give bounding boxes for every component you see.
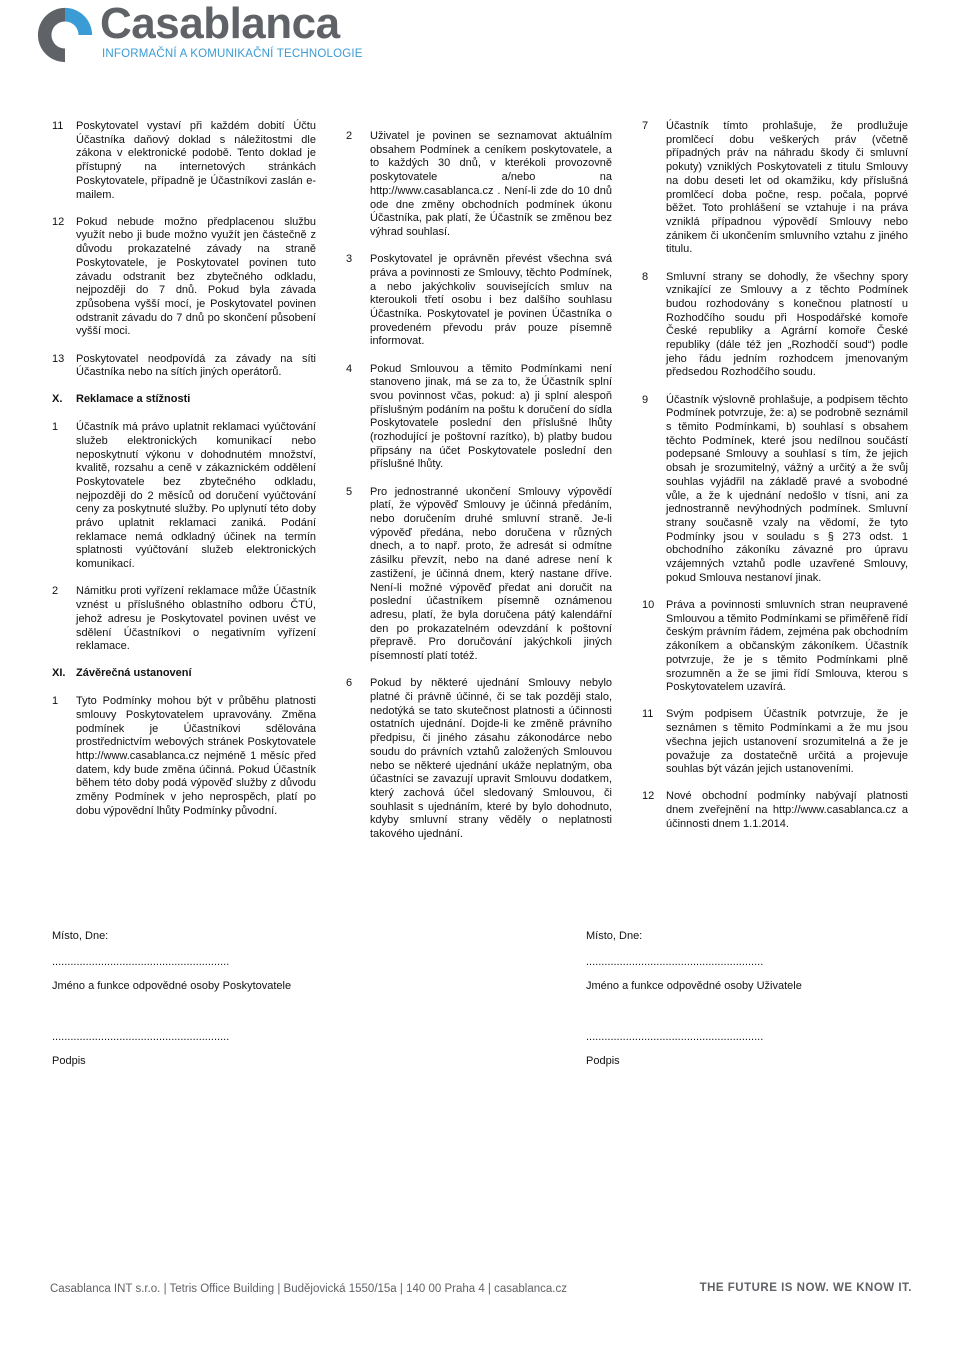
clause-number: 12 [52,215,65,228]
clause-number: 3 [346,253,353,266]
clause-text: Poskytovatel vystaví při každém dobití Účtu Účastníka daňový doklad s náležitostmi dle zákona v elektronické podobě. Tento doklad je přístupný na internetových stránkách Poskytovatele, případně je Účastníkovi zaslán e-mailem. [76,120,316,201]
clause-item [346,486,612,664]
clause-number: 4 [346,362,353,375]
clause-number: 1 [52,421,59,434]
clause-item [642,599,908,695]
clause-item [642,708,908,777]
clause-item [52,120,316,202]
clause-number: 11 [52,120,64,132]
clause-text: Poskytovatel je oprávněn převést všechna svá práva a povinnosti ze Smlouvy, těchto Podmínek, a nebo jakýchkoliv souvisejících smluv na kteroukoli třetí osobu i bez dalšího souhlasu Účastníka. Poskytovatel je povinen Účastníka o provedeném převodu práv pouze písemně informovat. [370,253,612,348]
signature-label: Podpis [586,1055,620,1067]
clause-text: Účastník má právo uplatnit reklamaci vyúčtování služeb elektronických komunikací nebo neposkytnutí výkonu v dohodnutém množství, kvalitě, rozsahu a ceně v zákaznickém oddělení Poskytovatele bez zbytečného odkladu, nejpozději do 2 měsíců od doručení vyúčtování ceny za poskytnuté služby. Po uplynutí této doby právo uplatnit reklamaci zaniká. Podání reklamace nemá odkladný účinek na termín splatnosti vyúčtování služeb elektronických komunikací. [76,421,316,571]
responsible-person-label: Jméno a funkce odpovědné osoby Poskytovatele [52,980,292,992]
clause-text: Svým podpisem Účastník potvrzuje, že je seznámen s těmito Podmínkami a že mu jsou všechna jejich ustanovení srozumitelná a že je považuje za dostatečně určitá a projevuje souhlas být vázán jejich ustanoveními. [666,708,908,776]
clause-text: Pro jednostranné ukončení Smlouvy výpovědí platí, že výpověď Smlouvy je účinná předáním, nebo doručením druhé smluvní straně. Je-li výpověď předána, nebo doručena v různých dnech, a to např. proto, že adresát si odmítne zásilku převzít, nebo na dané adrese není k zastižení, je účinná dnem, který nastane dříve. Není-li možné výpověď předat ani doručit na poslední účastníkem písemně oznámenou adresu, platí, že byla doručena pátý kalendářní den po prokazatelném odevzdání k poštovní přepravě. Pro doručování jakýchkoli jiných písemností platí totéž. [370,485,612,663]
section-title: Závěrečná ustanovení [76,667,192,680]
dotted-line: .......................................................... [586,956,764,968]
place-date-label: Místo, Dne: [586,930,643,942]
clause-item [642,271,908,381]
company-logo [36,0,366,66]
terms-column-3 [642,120,908,845]
casablanca-logo-icon [36,6,94,64]
clause-text: Pokud nebude možno předplacenou službu využít nebo ji bude možno využít jen částečně z důvodu prokazatelné závady na straně Poskytovatele, je Poskytovatel povinen tuto závadu odstranit bez zbytečného odkladu, nejpozději do 7 dnů. Pokud byla závada způsobena vyšší mocí, je Poskytovatel povinen odstranit závadu do 7 dnů po skončení působení vyšší moci. [76,215,316,338]
responsible-person-label: Jméno a funkce odpovědné osoby Uživatele [586,980,802,992]
clause-text: Účastník tímto prohlašuje, že prodlužuje promlčecí dobu veškerých práv (včetně případných práv na náhradu škody či smluvní pokuty) vzniklých Poskytovateli z titulu Smlouvy na dobu deseti let od okamžiku, kdy příslušná promlčecí doba počne, resp. počala, poprvé běžet. Toto prohlášení se vztahuje i na práva vzniklá případnou výpovědí Smlouvy nebo zánikem či ukončením smluvního vztahu z jiného titulu. [666,120,908,256]
clause-text: Tyto Podmínky mohou být v průběhu platnosti smlouvy Poskytovatelem upravovány. Změna podmínek je Účastníkovi sdělována prostřednictvím webových stránek Poskytovatele http://www.casablanca.cz nejméně 1 měsíc před datem, kdy bude změna účinná. Pokud Účastník během této doby podá výpověď služby z důvodu změny Podmínek v jeho neprospěch, platí po dobu výpovědní lhůty Podmínky původní. [76,695,316,817]
section-number: X. [52,393,63,406]
section-heading [52,393,316,407]
clause-item [642,394,908,586]
section-title: Reklamace a stížnosti [76,393,191,406]
dotted-line: .......................................................... [52,1031,230,1043]
clause-number: 2 [346,130,353,142]
section-number: XI. [52,667,66,680]
terms-column-1 [52,120,316,832]
clause-number: 5 [346,485,353,498]
clause-item [52,353,316,380]
clause-text: Nové obchodní podmínky nabývají platnosti dnem zveřejnění na http://www.casablanca.cz a účinnosti dnem 1.1.2014. [666,790,908,830]
clause-text: Práva a povinnosti smluvních stran neupravené Smlouvou a těmito Podmínkami se přiměřeně řídí českým právním řádem, zejména pak obchodním zákoníkem a občanským zákoníkem. Účastník potvrzuje, že je s těmito Podmínkami plně srozumněn a že se jimi řídí Smlouva, kterou s Poskytovatelem uzavírá. [666,599,908,694]
place-date-label: Místo, Dne: [52,930,109,942]
clause-number: 12 [642,790,655,803]
signature-label: Podpis [52,1055,86,1067]
clause-text: Smluvní strany se dohodly, že všechny spory vznikající ze Smlouvy a z těchto Podmínek budou rozhodovány s konečnou platností u Rozhodčího soudu při Hospodářské komoře České republiky a Agrární komoře České republiky (dále též jen „Rozhodčí soud“) podle jeho řádu jedním rozhodcem jmenovaným předsedou Rozhodčího soudu. [666,270,908,379]
clause-item [346,253,612,349]
clause-number: 13 [52,352,65,365]
logo-name: Casablanca [100,0,340,48]
clause-item [642,790,908,831]
clause-item [52,585,316,654]
clause-item [346,677,612,841]
clause-number: 6 [346,677,353,690]
clause-item [52,421,316,572]
clause-item [642,120,908,257]
clause-number: 8 [642,270,649,283]
section-heading [52,667,316,681]
clause-number: 7 [642,120,649,132]
clause-number: 2 [52,585,59,598]
dotted-line: .......................................................... [52,956,230,968]
clause-number: 1 [52,695,59,708]
terms-column-2 [346,130,612,855]
clause-text: Námitku proti vyřízení reklamace může Účastník vznést u příslušného oblastního odboru ČTÚ, jehož adresu je Poskytovatel povinen uvést ve sdělení Účastníkovi o negativním vyřízení reklamace. [76,585,316,653]
footer-address: Casablanca INT s.r.o. | Tetris Office Building | Budějovická 1550/15a | 140 00 Praha 4 | casablanca.cz [50,1283,567,1295]
clause-item [346,130,612,240]
clause-text: Uživatel je povinen se seznamovat aktuálním obsahem Podmínek a ceníkem poskytovatele, a to každých 30 dnů, v kterékoli provozovně poskytovatele a/nebo na http://www.casablanca.cz . Není-li zde do 10 dnů ode dne změny obchodních podmínek úkonu Účastníka, pak platí, že Účastník se změnou bez výhrad souhlasí. [370,130,612,238]
clause-item [52,216,316,339]
logo-tagline: INFORMAČNÍ A KOMUNIKAČNÍ TECHNOLOGIE [102,48,363,60]
clause-number: 9 [642,393,649,406]
clause-number: 11 [642,708,654,721]
clause-number: 10 [642,599,655,611]
clause-text: Poskytovatel neodpovídá za závady na síti Účastníka nebo na sítích jiných operátorů. [76,352,316,379]
clause-item [346,363,612,473]
clause-text: Pokud by některé ujednání Smlouvy nebylo platné či právně účinné, či se tak později stalo, nedotýká se tato skutečnost platnosti a účinnosti ostatních ujednání. Dojde-li ke změně právního předpisu, či jiného zásahu zákonodárce nebo soudu do právních vztahů založených Smlouvou nebo se některé ujednání ukáže neplatným, oba účastníci se zavazují upravit Smlouvu dodatkem, který zachová účel sledovaný Smlouvou, či souhlasit s ujednáním, které by bylo dohodnuto, kdyby smluvní strany věděly o neplatnosti takového ujednání. [370,677,612,841]
dotted-line: .......................................................... [586,1031,764,1043]
clause-item [52,695,316,818]
clause-text: Pokud Smlouvou a těmito Podmínkami není stanoveno jinak, má se za to, že Účastník splní svou povinnost včas, pokud: a) ji splní alespoň příslušným podáním na poštu k doručení do sídla Poskytovatele poslední den příslušné lhůty (rozhodující je poštovní razítko), b) platby budou připsány na účet Poskytovatele poslední den příslušné lhůty. [370,362,612,471]
footer-slogan: THE FUTURE IS NOW. WE KNOW IT. [699,1282,912,1294]
clause-text: Účastník výslovně prohlašuje, a podpisem těchto Podmínek potvrzuje, že: a) se podrobně seznámil s těmito Podmínkami, b) souhlasí s obsahem těchto Podmínek, které jsou nedílnou součástí podepsané Smlouvy a souhlasí s tím, že jejich obsah je srozumitelný, vážný a určitý a že svůj souhlas vyjádřil na základě pravé a svobodné vůle, a že k ujednání nedošlo v tísni, ani za jednostranně nevýhodných podmínek. Smluvní strany současně vzaly na vědomí, že tyto Podmínky jsou v souladu s § 273 odst. 1 obchodního zákoníku závazné pro úpravu vzájemných vztahů podle uzavřené Smlouvy, pokud Smlouva nestanoví jinak. [666,393,908,584]
